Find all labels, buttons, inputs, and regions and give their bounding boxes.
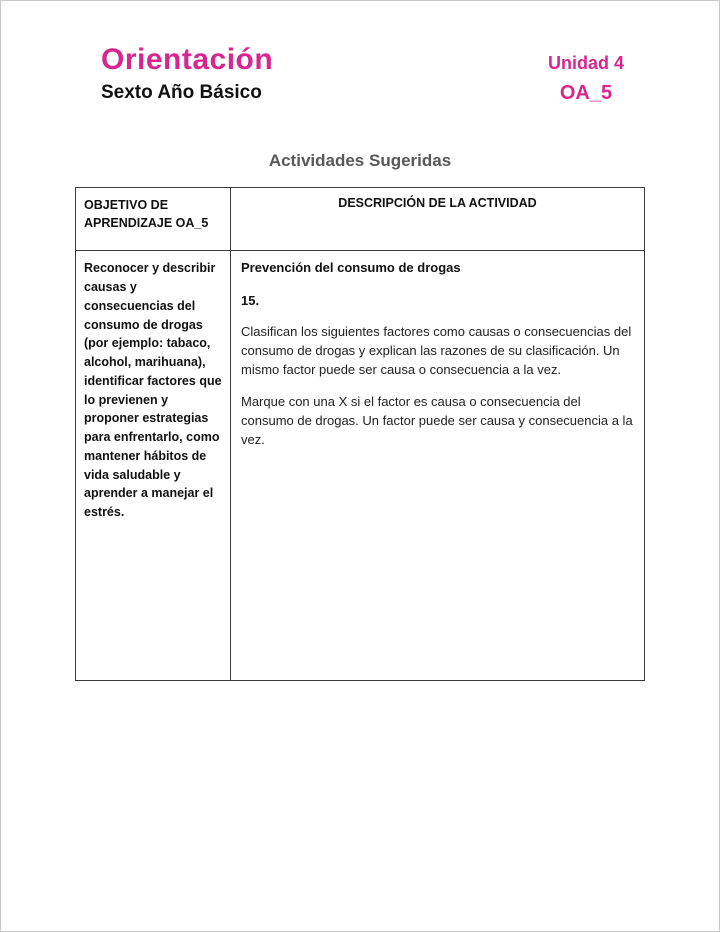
objective-cell: Reconocer y describir causas y consecuencias del consumo de drogas (por ejemplo: tabaco, alcohol, marihuana), identificar factores que lo previenen y proponer estrategias para enfrentarlo, como mantener hábitos de vida saludable y aprender a manejar el estrés. bbox=[76, 251, 231, 681]
section-title: Actividades Sugeridas bbox=[268, 151, 452, 170]
grade-level: Sexto Año Básico bbox=[101, 81, 262, 103]
activities-table bbox=[75, 187, 645, 681]
header-right bbox=[548, 43, 624, 105]
description-column-header: DESCRIPCIÓN DE LA ACTIVIDAD bbox=[231, 188, 645, 251]
document-header bbox=[1, 1, 719, 105]
table-row bbox=[76, 251, 645, 681]
activity-paragraph-1: Clasifican los siguientes factores como causas o consecuencias del consumo de drogas y explican las razones de su clasificación. Un mismo factor puede ser causa o consecuencia a la vez. bbox=[241, 323, 632, 377]
course-title: Orientación bbox=[101, 43, 274, 76]
activity-cell bbox=[231, 251, 645, 681]
activity-heading: Prevención del consumo de drogas bbox=[241, 260, 461, 276]
header-left bbox=[101, 43, 273, 104]
objective-column-header: OBJETIVO DE APRENDIZAJE OA_5 bbox=[76, 188, 231, 251]
unit-label: Unidad 4 bbox=[547, 53, 624, 73]
activity-paragraph-2: Marque con una X si el factor es causa o consecuencia del consumo de drogas. Un factor puede ser causa y consecuencia a la vez. bbox=[241, 394, 633, 448]
oa-code-label: OA_5 bbox=[559, 82, 613, 104]
activity-number: 15. bbox=[241, 293, 260, 309]
table-header-row bbox=[76, 188, 645, 251]
